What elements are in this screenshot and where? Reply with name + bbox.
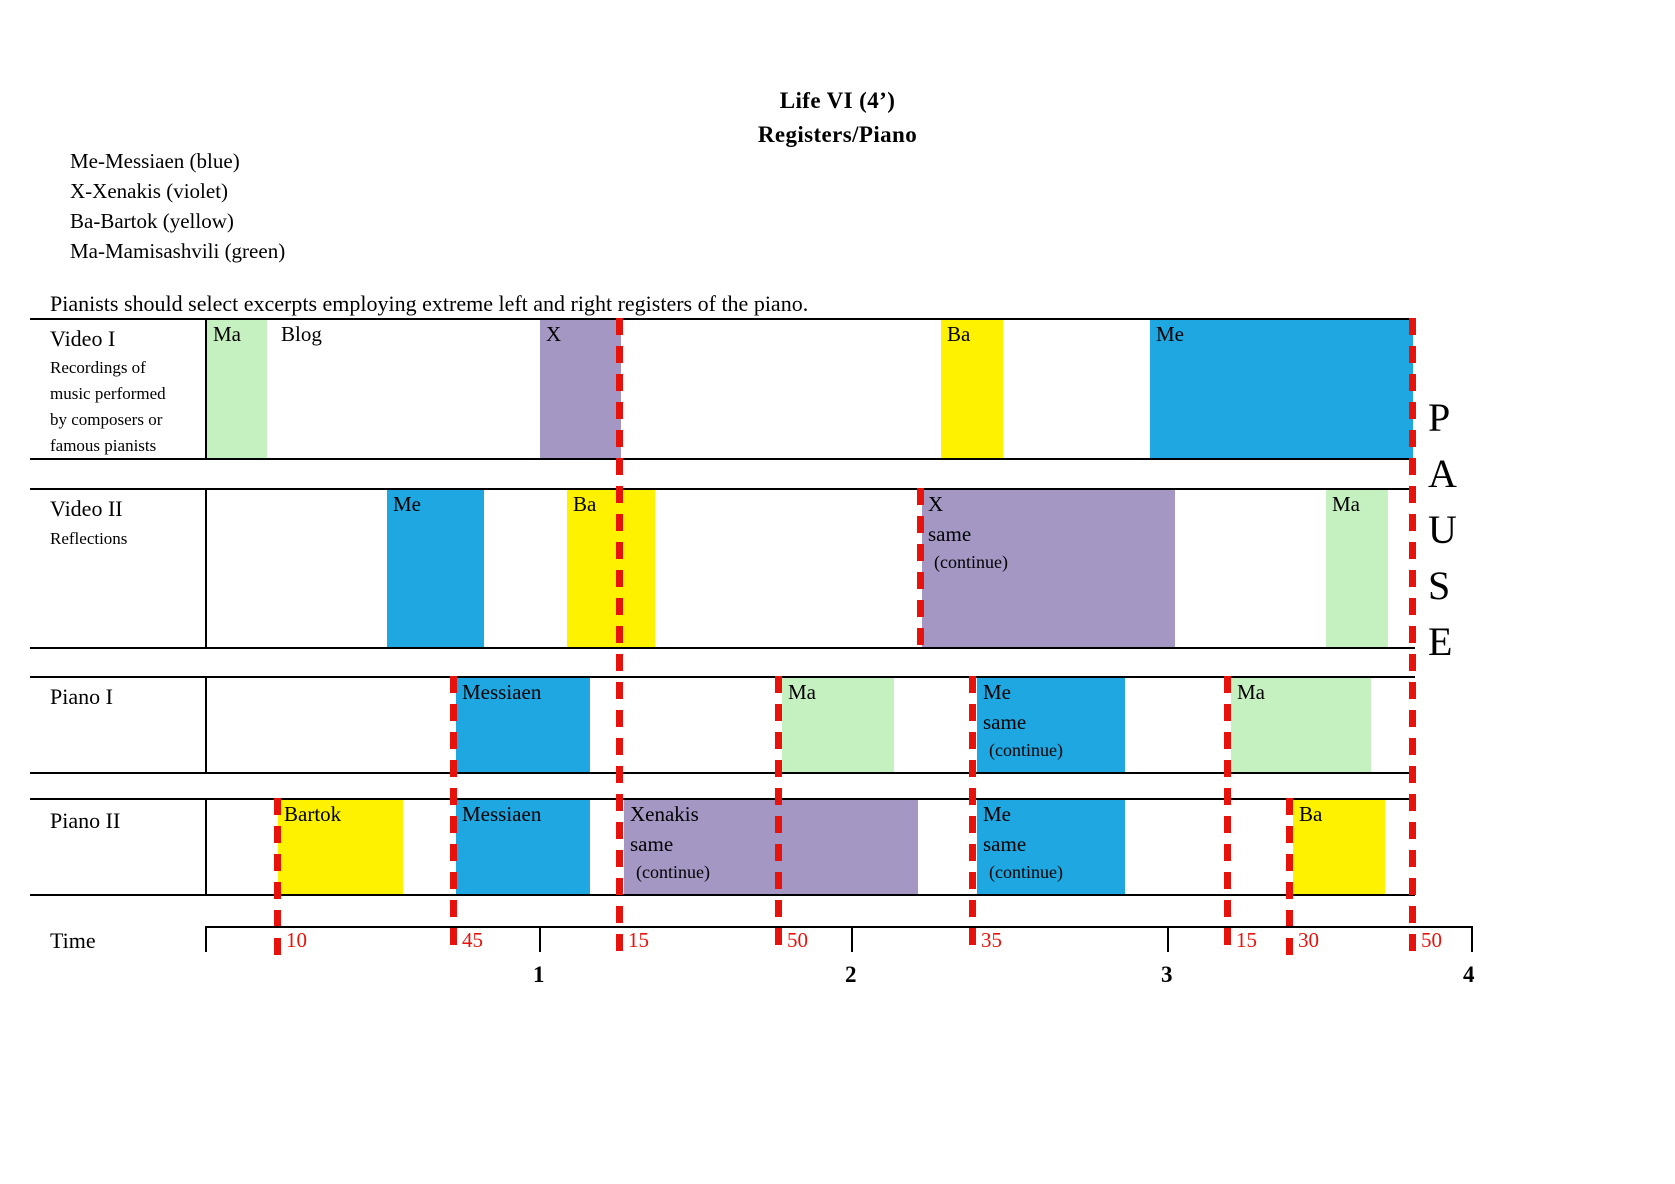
time-tick-start <box>205 926 207 952</box>
video2-block-x-violet-label2: same <box>928 522 972 546</box>
piano2-block-ba-yellow[interactable] <box>1293 800 1385 894</box>
pause-letter-u: U <box>1428 507 1458 552</box>
video1-block-me-blue[interactable] <box>1150 320 1413 458</box>
cue-line-45 <box>450 676 457 956</box>
sublabel-line-3: by composers or <box>50 410 163 429</box>
piano2-block-bartok-yellow-label: Bartok <box>284 802 342 826</box>
legend-item-messiaen: Me-Messiaen (blue) <box>70 149 240 173</box>
video2-block-me-blue-label: Me <box>393 492 421 516</box>
time-mark-15b: 15 <box>1236 928 1257 952</box>
legend-item-bartok: Ba-Bartok (yellow) <box>70 209 234 233</box>
piano2-block-me-blue-label3: (continue) <box>989 862 1063 882</box>
video1-block-x-violet[interactable] <box>540 320 621 458</box>
time-tick-1 <box>539 926 541 952</box>
video1-block-blog-label: Blog <box>281 322 322 346</box>
video1-block-blog[interactable] <box>275 320 355 354</box>
piano2-block-messiaen-blue-label: Messiaen <box>462 802 542 826</box>
time-mark-35: 35 <box>981 928 1002 952</box>
pause-letter-a: A <box>1428 451 1458 496</box>
piano1-block-ma-green-label: Ma <box>788 680 816 704</box>
piano1-block-ma-green-2-label: Ma <box>1237 680 1265 704</box>
row-piano-1 <box>30 676 1415 774</box>
piano2-block-messiaen-blue[interactable] <box>456 800 590 894</box>
video2-block-x-violet-label: X <box>928 492 944 516</box>
time-mark-50: 50 <box>787 928 808 952</box>
piano1-block-ma-green[interactable] <box>782 678 894 772</box>
piano1-block-ma-green-2[interactable] <box>1231 678 1371 772</box>
piano2-block-xenakis-violet-label2: same <box>630 832 674 856</box>
video2-block-me-blue[interactable] <box>387 490 484 647</box>
video2-block-x-violet-label3: (continue) <box>934 552 1008 572</box>
row-video-2-label: Video II <box>50 496 123 521</box>
pause-letter-p: P <box>1428 395 1452 440</box>
sublabel-line-4: famous pianists <box>50 436 157 455</box>
piano2-block-ba-yellow-label: Ba <box>1299 802 1323 826</box>
video1-block-ba-yellow-label: Ba <box>947 322 971 346</box>
pause-letter-s: S <box>1428 563 1452 608</box>
legend-item-xenakis: X-Xenakis (violet) <box>70 179 229 203</box>
cue-line-10 <box>274 798 281 956</box>
instruction-text: Pianists should select excerpts employing extreme left and right registers of the piano. <box>50 291 809 316</box>
cue-line-35a <box>917 488 924 653</box>
video2-block-ma-green[interactable] <box>1326 490 1388 647</box>
video2-block-x-violet[interactable] <box>922 490 1175 647</box>
piano2-block-xenakis-violet-label3: (continue) <box>636 862 710 882</box>
piano2-block-xenakis-violet[interactable] <box>624 800 918 894</box>
sublabel-line-1: Recordings of <box>50 358 146 377</box>
video1-block-x-violet-label: X <box>546 322 562 346</box>
video1-block-ma-green[interactable] <box>207 320 267 458</box>
cue-line-50b <box>1409 318 1416 956</box>
piano2-block-me-blue-label2: same <box>983 832 1027 856</box>
row-piano-2-label: Piano II <box>50 808 121 833</box>
video2-block-ba-yellow-label: Ba <box>573 492 597 516</box>
row-video-2-sublabel: Reflections <box>50 529 128 548</box>
time-minute-4: 4 <box>1463 962 1475 987</box>
row-piano-1-divider <box>205 676 207 774</box>
time-minute-3: 3 <box>1161 962 1173 987</box>
video1-block-me-blue-label: Me <box>1156 322 1184 346</box>
time-mark-10: 10 <box>286 928 307 952</box>
time-tick-3 <box>1167 926 1169 952</box>
pause-letter-e: E <box>1428 619 1454 664</box>
piano2-block-xenakis-violet-label: Xenakis <box>630 802 699 826</box>
piano1-block-me-blue-label: Me <box>983 680 1011 704</box>
time-mark-30: 30 <box>1298 928 1319 952</box>
row-video-2-divider <box>205 488 207 649</box>
video2-block-ba-yellow[interactable] <box>567 490 655 647</box>
piano2-block-me-blue[interactable] <box>977 800 1125 894</box>
cue-line-15 <box>616 318 623 956</box>
pause-label <box>1428 390 1458 670</box>
time-mark-50b: 50 <box>1421 928 1442 952</box>
cue-line-35b <box>969 676 976 956</box>
cue-line-30 <box>1286 798 1293 956</box>
piano2-block-me-blue-label: Me <box>983 802 1011 826</box>
time-tick-4 <box>1471 926 1473 952</box>
time-axis-line <box>205 926 1473 928</box>
row-video-1-sublabel <box>50 355 166 459</box>
video1-block-ma-green-label: Ma <box>213 322 241 346</box>
time-mark-15: 15 <box>628 928 649 952</box>
time-axis-label: Time <box>50 928 96 953</box>
piano1-block-me-blue-label3: (continue) <box>989 740 1063 760</box>
title-line-2: Registers/Piano <box>757 122 918 147</box>
row-video-1-label: Video I <box>50 326 116 351</box>
video2-block-ma-green-label: Ma <box>1332 492 1360 516</box>
time-minute-2: 2 <box>845 962 857 987</box>
row-video-2 <box>30 488 1415 649</box>
piano1-block-me-blue[interactable] <box>977 678 1125 772</box>
row-piano-2-divider <box>205 798 207 896</box>
piano1-block-messiaen-blue-label: Messiaen <box>462 680 542 704</box>
video1-block-ba-yellow[interactable] <box>941 320 1003 458</box>
piano2-block-bartok-yellow[interactable] <box>278 800 403 894</box>
time-tick-2 <box>851 926 853 952</box>
legend-item-mamisashvili: Ma-Mamisashvili (green) <box>70 239 286 263</box>
row-piano-1-label: Piano I <box>50 684 113 709</box>
title-line-1: Life VI (4’) <box>779 88 896 113</box>
time-mark-45: 45 <box>462 928 483 952</box>
time-minute-1: 1 <box>533 962 545 987</box>
piano1-block-messiaen-blue[interactable] <box>456 678 590 772</box>
cue-line-15b <box>1224 676 1231 956</box>
cue-line-50 <box>775 676 782 956</box>
sublabel-line-2: music performed <box>50 384 166 403</box>
piano1-block-me-blue-label2: same <box>983 710 1027 734</box>
